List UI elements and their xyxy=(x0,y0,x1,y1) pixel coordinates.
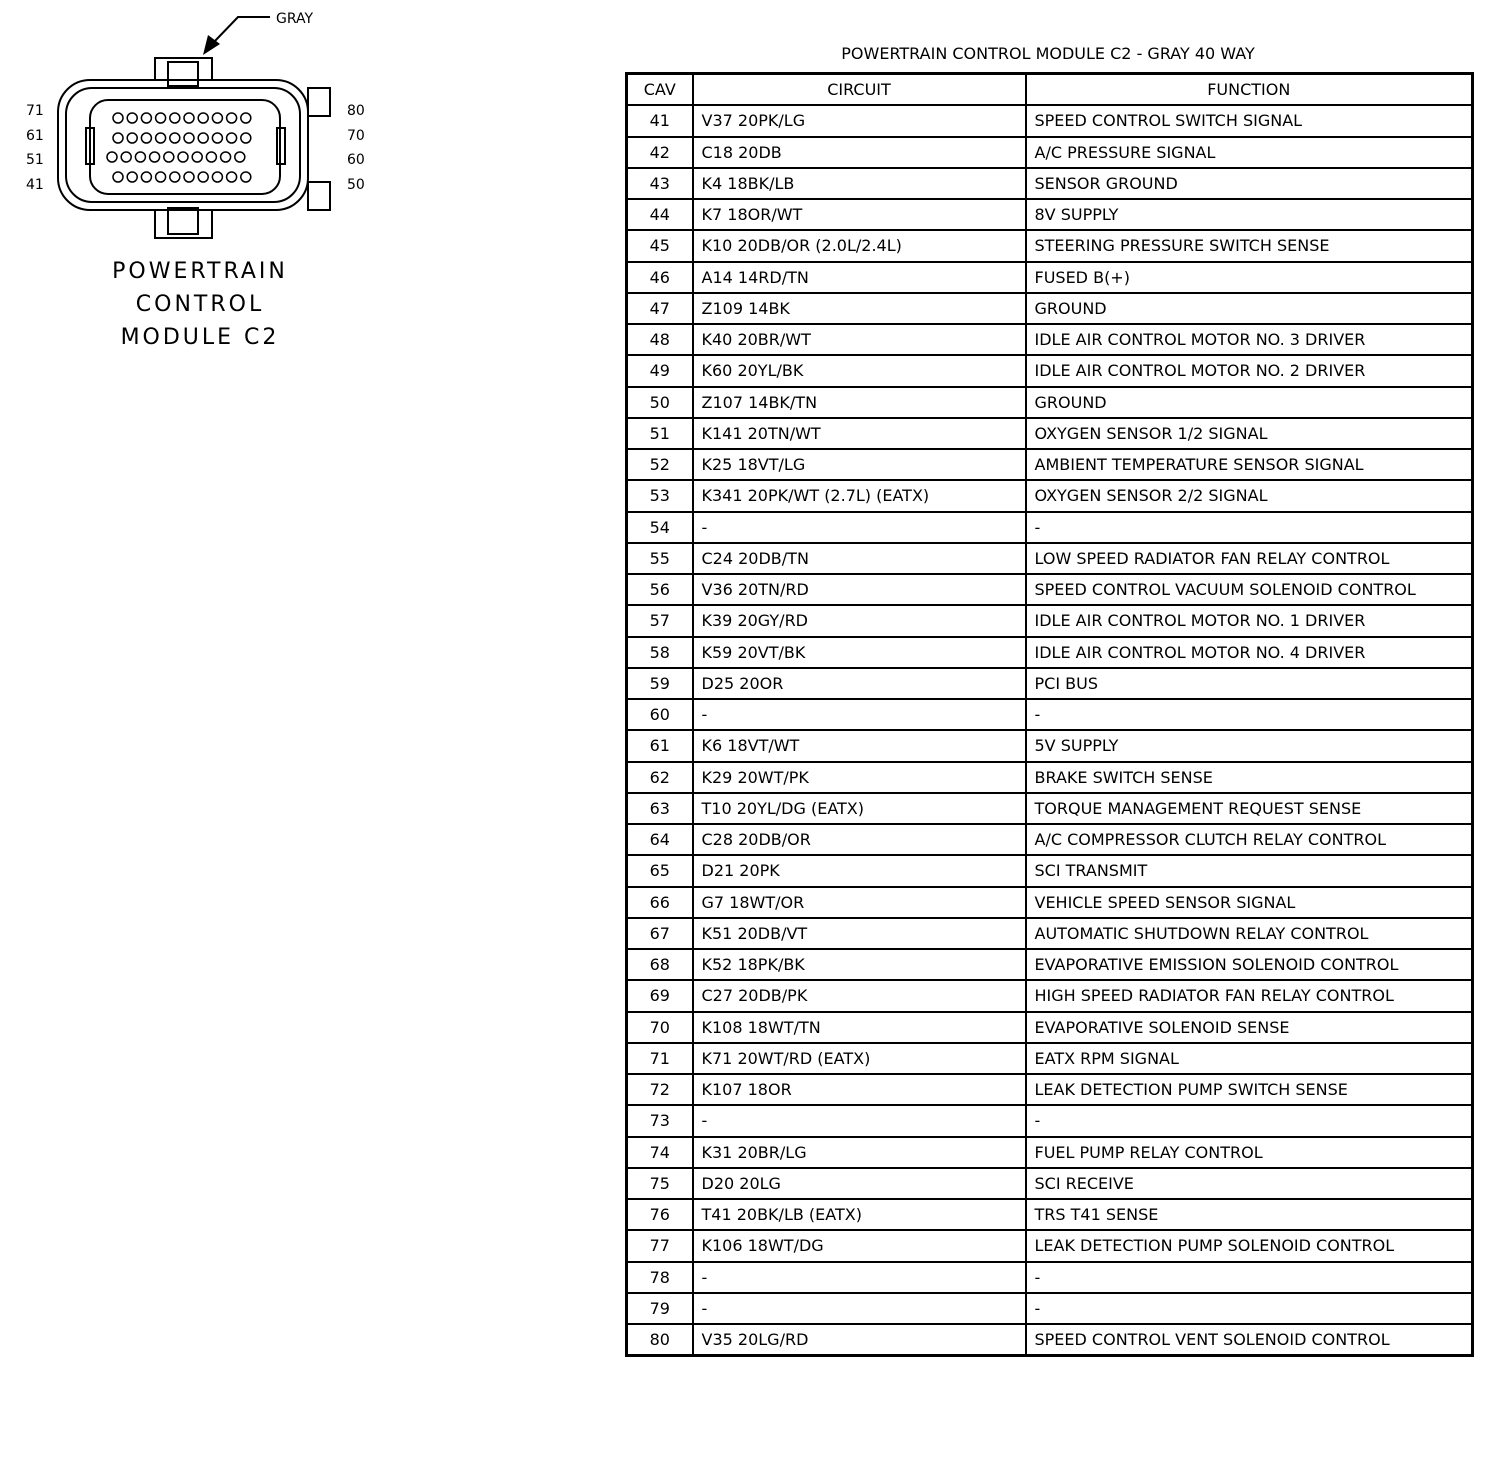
cell-circuit: K40 20BR/WT xyxy=(693,324,1026,355)
cell-circuit: C24 20DB/TN xyxy=(693,543,1026,574)
table-row xyxy=(627,387,1473,418)
table-row xyxy=(627,543,1473,574)
cell-circuit: K25 18VT/LG xyxy=(693,449,1026,480)
cell-circuit: Z109 14BK xyxy=(693,293,1026,324)
cell-circuit: K10 20DB/OR (2.0L/2.4L) xyxy=(693,230,1026,261)
cell-function: EVAPORATIVE SOLENOID SENSE xyxy=(1026,1012,1473,1043)
cell-function: GROUND xyxy=(1026,387,1473,418)
table-header-row xyxy=(627,74,1473,106)
cell-circuit: D21 20PK xyxy=(693,855,1026,886)
connector-right-tab-top xyxy=(308,88,330,116)
cell-cav: 64 xyxy=(627,824,693,855)
connector-pin xyxy=(113,133,123,143)
cell-cav: 72 xyxy=(627,1074,693,1105)
cell-cav: 73 xyxy=(627,1105,693,1136)
connector-pin xyxy=(206,152,216,162)
connector-caption xyxy=(100,255,300,354)
cell-function: HIGH SPEED RADIATOR FAN RELAY CONTROL xyxy=(1026,980,1473,1011)
connector-pin xyxy=(221,152,231,162)
cell-cav: 56 xyxy=(627,574,693,605)
table-row xyxy=(627,793,1473,824)
cell-circuit: K31 20BR/LG xyxy=(693,1137,1026,1168)
cell-cav: 50 xyxy=(627,387,693,418)
connector-pin xyxy=(141,172,151,182)
cell-circuit: C27 20DB/PK xyxy=(693,980,1026,1011)
cell-cav: 53 xyxy=(627,480,693,511)
table-row xyxy=(627,168,1473,199)
cell-function: EVAPORATIVE EMISSION SOLENOID CONTROL xyxy=(1026,949,1473,980)
pin-label-80: 80 xyxy=(347,103,365,119)
table-row xyxy=(627,1324,1473,1356)
connector-pin xyxy=(212,113,222,123)
cell-function: SENSOR GROUND xyxy=(1026,168,1473,199)
table-row xyxy=(627,855,1473,886)
cell-circuit: - xyxy=(693,512,1026,543)
cell-circuit: K51 20DB/VT xyxy=(693,918,1026,949)
cell-function: A/C PRESSURE SIGNAL xyxy=(1026,137,1473,168)
cell-cav: 52 xyxy=(627,449,693,480)
table-row xyxy=(627,918,1473,949)
connector-pin xyxy=(107,152,117,162)
cell-circuit: V37 20PK/LG xyxy=(693,105,1026,136)
cell-circuit: G7 18WT/OR xyxy=(693,887,1026,918)
cell-function: IDLE AIR CONTROL MOTOR NO. 1 DRIVER xyxy=(1026,605,1473,636)
connector-pin xyxy=(227,113,237,123)
cell-cav: 45 xyxy=(627,230,693,261)
cell-function: FUSED B(+) xyxy=(1026,262,1473,293)
connector-pin xyxy=(113,172,123,182)
table-row xyxy=(627,1199,1473,1230)
connector-top-latch-inner xyxy=(168,62,198,86)
connector-pin xyxy=(212,172,222,182)
cell-function: VEHICLE SPEED SENSOR SIGNAL xyxy=(1026,887,1473,918)
cell-cav: 69 xyxy=(627,980,693,1011)
connector-pin xyxy=(184,172,194,182)
connector-pin xyxy=(150,152,160,162)
connector-pin xyxy=(227,133,237,143)
pin-label-51: 51 xyxy=(26,152,44,168)
connector-pin xyxy=(184,133,194,143)
cell-cav: 42 xyxy=(627,137,693,168)
connector-right-tab-bottom xyxy=(308,182,330,210)
cell-cav: 80 xyxy=(627,1324,693,1356)
cell-cav: 46 xyxy=(627,262,693,293)
cell-cav: 43 xyxy=(627,168,693,199)
connector-pin xyxy=(141,133,151,143)
cell-circuit: Z107 14BK/TN xyxy=(693,387,1026,418)
cell-circuit: V35 20LG/RD xyxy=(693,1324,1026,1356)
connector-caption-line-2: CONTROL xyxy=(135,292,265,317)
cell-circuit: V36 20TN/RD xyxy=(693,574,1026,605)
cell-function: OXYGEN SENSOR 1/2 SIGNAL xyxy=(1026,418,1473,449)
table-row xyxy=(627,762,1473,793)
cell-function: PCI BUS xyxy=(1026,668,1473,699)
connector-pin xyxy=(127,133,137,143)
connector-pin xyxy=(141,113,151,123)
cell-cav: 67 xyxy=(627,918,693,949)
table-row xyxy=(627,887,1473,918)
pinout-table xyxy=(625,72,1474,1357)
connector-pin xyxy=(192,152,202,162)
cell-function: TORQUE MANAGEMENT REQUEST SENSE xyxy=(1026,793,1473,824)
connector-pin xyxy=(135,152,145,162)
pin-label-50: 50 xyxy=(347,177,365,193)
table-row xyxy=(627,1012,1473,1043)
cell-function: SPEED CONTROL VENT SOLENOID CONTROL xyxy=(1026,1324,1473,1356)
cell-cav: 65 xyxy=(627,855,693,886)
cell-function: - xyxy=(1026,1105,1473,1136)
table-row xyxy=(627,199,1473,230)
cell-circuit: K71 20WT/RD (EATX) xyxy=(693,1043,1026,1074)
cell-cav: 75 xyxy=(627,1168,693,1199)
cell-circuit: D20 20LG xyxy=(693,1168,1026,1199)
cell-function: LEAK DETECTION PUMP SWITCH SENSE xyxy=(1026,1074,1473,1105)
header-cav: CAV xyxy=(627,74,693,106)
connector-diagram xyxy=(0,0,400,250)
connector-pin xyxy=(170,133,180,143)
table-row xyxy=(627,355,1473,386)
table-row xyxy=(627,668,1473,699)
table-row xyxy=(627,512,1473,543)
cell-function: SCI RECEIVE xyxy=(1026,1168,1473,1199)
table-row xyxy=(627,730,1473,761)
cell-function: - xyxy=(1026,512,1473,543)
table-row xyxy=(627,1137,1473,1168)
cell-cav: 44 xyxy=(627,199,693,230)
cell-cav: 70 xyxy=(627,1012,693,1043)
table-title: POWERTRAIN CONTROL MODULE C2 - GRAY 40 WAY xyxy=(841,44,1255,63)
cell-circuit: C18 20DB xyxy=(693,137,1026,168)
cell-circuit: - xyxy=(693,1293,1026,1324)
cell-function: 5V SUPPLY xyxy=(1026,730,1473,761)
table-row xyxy=(627,262,1473,293)
connector-pin xyxy=(184,113,194,123)
connector-pin xyxy=(121,152,131,162)
connector-pin xyxy=(164,152,174,162)
cell-cav: 66 xyxy=(627,887,693,918)
gray-callout-label: GRAY xyxy=(276,11,314,27)
connector-pin xyxy=(127,172,137,182)
cell-circuit: K39 20GY/RD xyxy=(693,605,1026,636)
cell-cav: 49 xyxy=(627,355,693,386)
cell-circuit: K108 18WT/TN xyxy=(693,1012,1026,1043)
connector-pin xyxy=(227,172,237,182)
cell-circuit: K59 20VT/BK xyxy=(693,637,1026,668)
table-row xyxy=(627,637,1473,668)
cell-cav: 68 xyxy=(627,949,693,980)
cell-circuit: A14 14RD/TN xyxy=(693,262,1026,293)
table-row xyxy=(627,324,1473,355)
connector-pin xyxy=(156,133,166,143)
table-row xyxy=(627,699,1473,730)
cell-function: IDLE AIR CONTROL MOTOR NO. 3 DRIVER xyxy=(1026,324,1473,355)
connector-pins xyxy=(107,113,251,182)
connector-body-inner xyxy=(66,88,300,202)
pin-label-60: 60 xyxy=(347,152,365,168)
cell-circuit: - xyxy=(693,1105,1026,1136)
cell-circuit: C28 20DB/OR xyxy=(693,824,1026,855)
cell-cav: 78 xyxy=(627,1262,693,1293)
table-row xyxy=(627,293,1473,324)
table-row xyxy=(627,574,1473,605)
cell-cav: 47 xyxy=(627,293,693,324)
cell-cav: 74 xyxy=(627,1137,693,1168)
connector-pin xyxy=(170,172,180,182)
cell-cav: 77 xyxy=(627,1230,693,1261)
cell-cav: 55 xyxy=(627,543,693,574)
cell-cav: 76 xyxy=(627,1199,693,1230)
connector-bottom-latch-inner xyxy=(168,208,198,234)
connector-caption-line-1: POWERTRAIN xyxy=(112,259,288,284)
cell-circuit: K106 18WT/DG xyxy=(693,1230,1026,1261)
table-row xyxy=(627,1043,1473,1074)
cell-function: OXYGEN SENSOR 2/2 SIGNAL xyxy=(1026,480,1473,511)
cell-cav: 58 xyxy=(627,637,693,668)
cell-cav: 59 xyxy=(627,668,693,699)
table-row xyxy=(627,1168,1473,1199)
connector-pin xyxy=(235,152,245,162)
cell-circuit: K7 18OR/WT xyxy=(693,199,1026,230)
connector-pin xyxy=(127,113,137,123)
cell-function: IDLE AIR CONTROL MOTOR NO. 4 DRIVER xyxy=(1026,637,1473,668)
cell-cav: 48 xyxy=(627,324,693,355)
cell-circuit: K4 18BK/LB xyxy=(693,168,1026,199)
table-row xyxy=(627,1262,1473,1293)
cell-cav: 54 xyxy=(627,512,693,543)
cell-function: IDLE AIR CONTROL MOTOR NO. 2 DRIVER xyxy=(1026,355,1473,386)
pin-label-41: 41 xyxy=(26,177,44,193)
table-row xyxy=(627,1074,1473,1105)
pin-label-61: 61 xyxy=(26,128,44,144)
table-row xyxy=(627,418,1473,449)
connector-pin xyxy=(241,172,251,182)
table-row xyxy=(627,605,1473,636)
table-row xyxy=(627,980,1473,1011)
connector-pin xyxy=(212,133,222,143)
cell-circuit: K141 20TN/WT xyxy=(693,418,1026,449)
cell-cav: 62 xyxy=(627,762,693,793)
connector-caption-line-3: MODULE C2 xyxy=(120,325,280,350)
cell-circuit: K107 18OR xyxy=(693,1074,1026,1105)
cell-cav: 79 xyxy=(627,1293,693,1324)
cell-cav: 51 xyxy=(627,418,693,449)
connector-pin xyxy=(156,172,166,182)
connector-pin xyxy=(198,172,208,182)
cell-circuit: K60 20YL/BK xyxy=(693,355,1026,386)
cell-function: - xyxy=(1026,699,1473,730)
cell-function: BRAKE SWITCH SENSE xyxy=(1026,762,1473,793)
connector-pin xyxy=(170,113,180,123)
header-circuit: CIRCUIT xyxy=(693,74,1026,106)
table-row xyxy=(627,137,1473,168)
cell-cav: 63 xyxy=(627,793,693,824)
cell-cav: 61 xyxy=(627,730,693,761)
cell-function: LEAK DETECTION PUMP SOLENOID CONTROL xyxy=(1026,1230,1473,1261)
table-row xyxy=(627,480,1473,511)
table-row xyxy=(627,449,1473,480)
cell-function: FUEL PUMP RELAY CONTROL xyxy=(1026,1137,1473,1168)
cell-function: AMBIENT TEMPERATURE SENSOR SIGNAL xyxy=(1026,449,1473,480)
pin-label-71: 71 xyxy=(26,103,44,119)
table-row xyxy=(627,824,1473,855)
cell-circuit: - xyxy=(693,1262,1026,1293)
cell-function: SPEED CONTROL VACUUM SOLENOID CONTROL xyxy=(1026,574,1473,605)
connector-pin xyxy=(241,133,251,143)
cell-cav: 41 xyxy=(627,105,693,136)
table-row xyxy=(627,949,1473,980)
cell-circuit: T41 20BK/LB (EATX) xyxy=(693,1199,1026,1230)
cell-function: GROUND xyxy=(1026,293,1473,324)
connector-pin xyxy=(113,113,123,123)
cell-function: STEERING PRESSURE SWITCH SENSE xyxy=(1026,230,1473,261)
connector-pin xyxy=(156,113,166,123)
cell-function: - xyxy=(1026,1262,1473,1293)
table-row xyxy=(627,1105,1473,1136)
cell-cav: 71 xyxy=(627,1043,693,1074)
cell-circuit: K341 20PK/WT (2.7L) (EATX) xyxy=(693,480,1026,511)
table-row xyxy=(627,230,1473,261)
connector-pin xyxy=(241,113,251,123)
cell-function: LOW SPEED RADIATOR FAN RELAY CONTROL xyxy=(1026,543,1473,574)
cell-function: SPEED CONTROL SWITCH SIGNAL xyxy=(1026,105,1473,136)
cell-circuit: D25 20OR xyxy=(693,668,1026,699)
table-row xyxy=(627,105,1473,136)
connector-pin xyxy=(178,152,188,162)
cell-circuit: K6 18VT/WT xyxy=(693,730,1026,761)
table-row xyxy=(627,1293,1473,1324)
header-function: FUNCTION xyxy=(1026,74,1473,106)
gray-callout-line xyxy=(214,17,270,42)
cell-function: AUTOMATIC SHUTDOWN RELAY CONTROL xyxy=(1026,918,1473,949)
cell-circuit: - xyxy=(693,699,1026,730)
connector-pin xyxy=(198,133,208,143)
cell-function: - xyxy=(1026,1293,1473,1324)
cell-function: TRS T41 SENSE xyxy=(1026,1199,1473,1230)
table-row xyxy=(627,1230,1473,1261)
cell-function: EATX RPM SIGNAL xyxy=(1026,1043,1473,1074)
pin-label-70: 70 xyxy=(347,128,365,144)
cell-cav: 60 xyxy=(627,699,693,730)
cell-cav: 57 xyxy=(627,605,693,636)
cell-function: A/C COMPRESSOR CLUTCH RELAY CONTROL xyxy=(1026,824,1473,855)
cell-circuit: T10 20YL/DG (EATX) xyxy=(693,793,1026,824)
cell-function: SCI TRANSMIT xyxy=(1026,855,1473,886)
cell-circuit: K52 18PK/BK xyxy=(693,949,1026,980)
connector-pin xyxy=(198,113,208,123)
cell-circuit: K29 20WT/PK xyxy=(693,762,1026,793)
cell-function: 8V SUPPLY xyxy=(1026,199,1473,230)
